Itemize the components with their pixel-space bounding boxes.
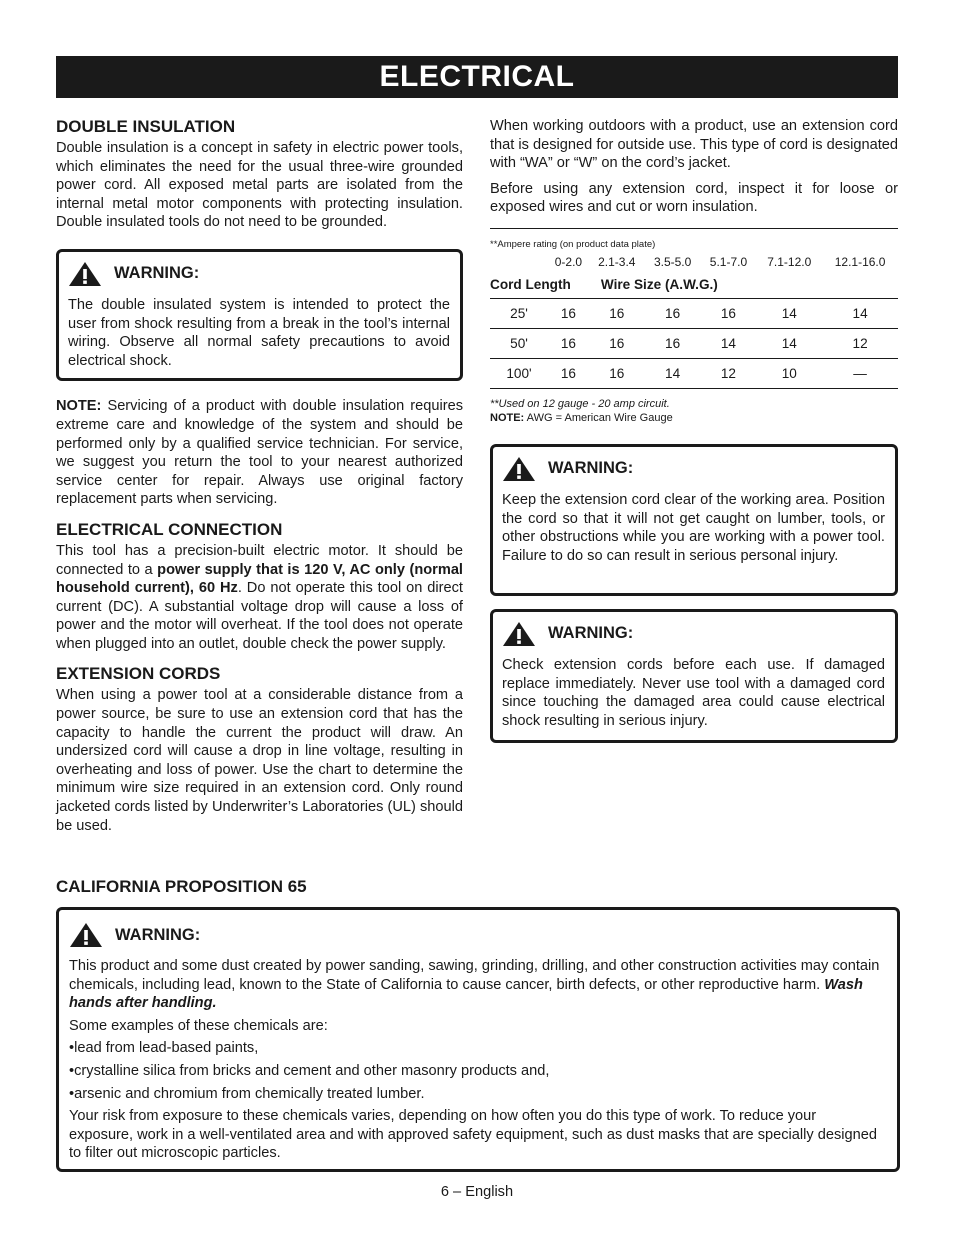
double-insulation-body: Double insulation is a concept in safety in electric power tools, which eliminates the need for the usual three-wire grounded power cord. All exposed metal parts are isolated from the internal metal motor components with protecting insulation. Double insulated tools do not need to be grounded. [56, 140, 463, 231]
note-label: NOTE: [490, 411, 525, 424]
wire-size-cell: 16 [589, 328, 645, 358]
wire-size-cell: 16 [645, 328, 701, 358]
wire-size-table [490, 228, 898, 389]
double-insulation-heading: DOUBLE INSULATION [56, 117, 236, 136]
warning-box-check-cords [490, 609, 898, 743]
page-number: 6 – English [440, 1184, 514, 1200]
footnote-text: **Used on 12 gauge - 20 amp circuit. [490, 397, 670, 410]
warning-header [502, 456, 885, 482]
warning-triangle-icon [68, 261, 102, 287]
wire-size-cell: 14 [756, 298, 822, 328]
warning-label: WARNING: [548, 624, 634, 643]
warning-header [68, 261, 450, 287]
table-row [490, 328, 898, 358]
wire-size-cell: — [822, 358, 898, 388]
wire-size-cell: 16 [548, 358, 589, 388]
note-label: NOTE: [56, 398, 102, 415]
awg-note [490, 411, 898, 425]
power-supply-spec: power supply that is 120 V, AC only (normal household current), 60 Hz [56, 561, 463, 597]
cord-length-cell: 50' [490, 328, 548, 358]
warning-box-double-insulation [56, 249, 463, 381]
amp-range: 0-2.0 [554, 254, 583, 269]
warning-label: WARNING: [115, 925, 201, 944]
warning-header [502, 621, 885, 647]
cord-length-header: Cord Length [490, 272, 589, 299]
service-note [56, 397, 463, 509]
page-title: ELECTRICAL [379, 60, 575, 93]
wire-size-cell: 14 [756, 328, 822, 358]
inspect-cord-paragraph: Before using any extension cord, inspect it for loose or exposed wires and cut or worn insulation. [490, 180, 898, 216]
warning-triangle-icon [502, 621, 536, 647]
amp-range: 12.1-16.0 [834, 254, 886, 269]
prop65-examples-intro: Some examples of these chemicals are: [69, 1017, 328, 1034]
outdoor-cord-paragraph: When working outdoors with a product, use an extension cord that is designed for outside use. This type of cord is designated with “WA” or “W” on the cord’s jacket. [490, 118, 898, 172]
table-row [490, 358, 898, 388]
body-text: This tool has a precision-built electric motor. It should be connected to a [56, 542, 463, 578]
wire-size-cell: 16 [548, 298, 589, 328]
amp-range: 7.1-12.0 [767, 254, 812, 269]
warning-header [69, 922, 883, 948]
wire-size-cell: 14 [645, 358, 701, 388]
list-item: •lead from lead-based paints, [69, 1040, 259, 1057]
wire-size-cell: 12 [822, 328, 898, 358]
ampere-ranges-row [490, 252, 898, 272]
body-text: . Do not operate this tool on direct current (DC). A substantial voltage drop will cause a loss of power and the motor will overheat. If the tool does not operate when plugged into an outlet, double check the power supply. [56, 580, 463, 652]
wire-size-cell: 16 [645, 298, 701, 328]
warning-body: Keep the extension cord clear of the working area. Position the cord so that it will not get caught on lumber, tools, or other obstructions while you are working with a power tool. Failure to do so can result in serious personal injury. [502, 491, 885, 564]
amp-range: 5.1-7.0 [709, 254, 748, 269]
warning-triangle-icon [69, 922, 103, 948]
list-item: •crystalline silica from bricks and cement and other masonry products and, [69, 1062, 550, 1079]
wire-size-cell: 16 [589, 298, 645, 328]
warning-triangle-icon [502, 456, 536, 482]
amp-range: 2.1-3.4 [598, 254, 636, 269]
table-header-row [490, 272, 898, 299]
electrical-connection-heading: ELECTRICAL CONNECTION [56, 519, 283, 539]
warning-body: Check extension cords before each use. If damaged replace immediately. Never use tool with a damaged cord since touching the damaged area could cause electrical shock resulting in serious injury. [502, 656, 885, 729]
wire-size-cell: 14 [701, 328, 757, 358]
list-item: •arsenic and chromium from chemically treated lumber. [69, 1085, 425, 1102]
wire-size-cell: 16 [701, 298, 757, 328]
ampere-caption: **Ampere rating (on product data plate) [490, 239, 656, 251]
cord-length-cell: 100' [490, 358, 548, 388]
wire-size-cell: 12 [701, 358, 757, 388]
warning-label: WARNING: [548, 459, 634, 478]
prop65-paragraph [69, 957, 883, 1013]
wire-size-cell: 16 [548, 328, 589, 358]
right-column [490, 117, 898, 743]
wire-size-header: Wire Size (A.W.G.) [589, 272, 898, 299]
warning-body: The double insulated system is intended to protect the user from shock resulting from a break in the tool’s internal wiring. Observe all normal safety precautions to avoid electrical shock. [68, 296, 450, 369]
prop65-section [56, 876, 900, 1172]
extension-cords-body: When using a power tool at a considerable distance from a power source, be sure to use an extension cord that has the capacity to handle the current the product will draw. An undersized cord will cause a drop in line voltage, resulting in overheating and loss of power. Use the chart to determine the minimum wire size required in an extension cord. Only round jacketed cords listed by Underwriter’s Laboratories (UL) should be used. [56, 687, 463, 834]
table-row [490, 298, 898, 328]
wire-size-cell: 16 [589, 358, 645, 388]
wire-size-cell: 14 [822, 298, 898, 328]
note-body: AWG = American Wire Gauge [524, 411, 673, 424]
wash-hands-emphasis: Wash hands after handling. [69, 976, 863, 1012]
warning-box-cord-clear [490, 444, 898, 596]
warning-label: WARNING: [114, 264, 200, 283]
note-body: Servicing of a product with double insulation requires extreme care and knowledge of the system and should be performed only by a qualified service technician. For service, we suggest you return the tool to your nearest authorized service center for repair. Always use original factory replacement parts when servicing. [56, 398, 463, 508]
amp-range: 3.5-5.0 [653, 254, 692, 269]
left-column [56, 116, 463, 842]
prop65-heading: CALIFORNIA PROPOSITION 65 [56, 877, 307, 896]
cord-length-cell: 25' [490, 298, 548, 328]
body-text: This product and some dust created by power sanding, sawing, grinding, drilling, and other construction activities may contain chemicals, including lead, known to the State of California to cause cancer, birth defects, or other reproductive harm. [69, 958, 880, 993]
extension-cords-heading: EXTENSION CORDS [56, 664, 221, 684]
wire-size-cell: 10 [756, 358, 822, 388]
electrical-connection-body [56, 542, 463, 654]
warning-box-prop65 [56, 907, 900, 1172]
table-footnote [490, 397, 898, 411]
page-title-banner [56, 56, 898, 98]
prop65-risk-paragraph: Your risk from exposure to these chemicals varies, depending on how often you do this type of work. To reduce your exposure, work in a well-ventilated area and with approved safety equipment, such as dust masks that are specially designed to filter out microscopic particles. [69, 1108, 877, 1162]
